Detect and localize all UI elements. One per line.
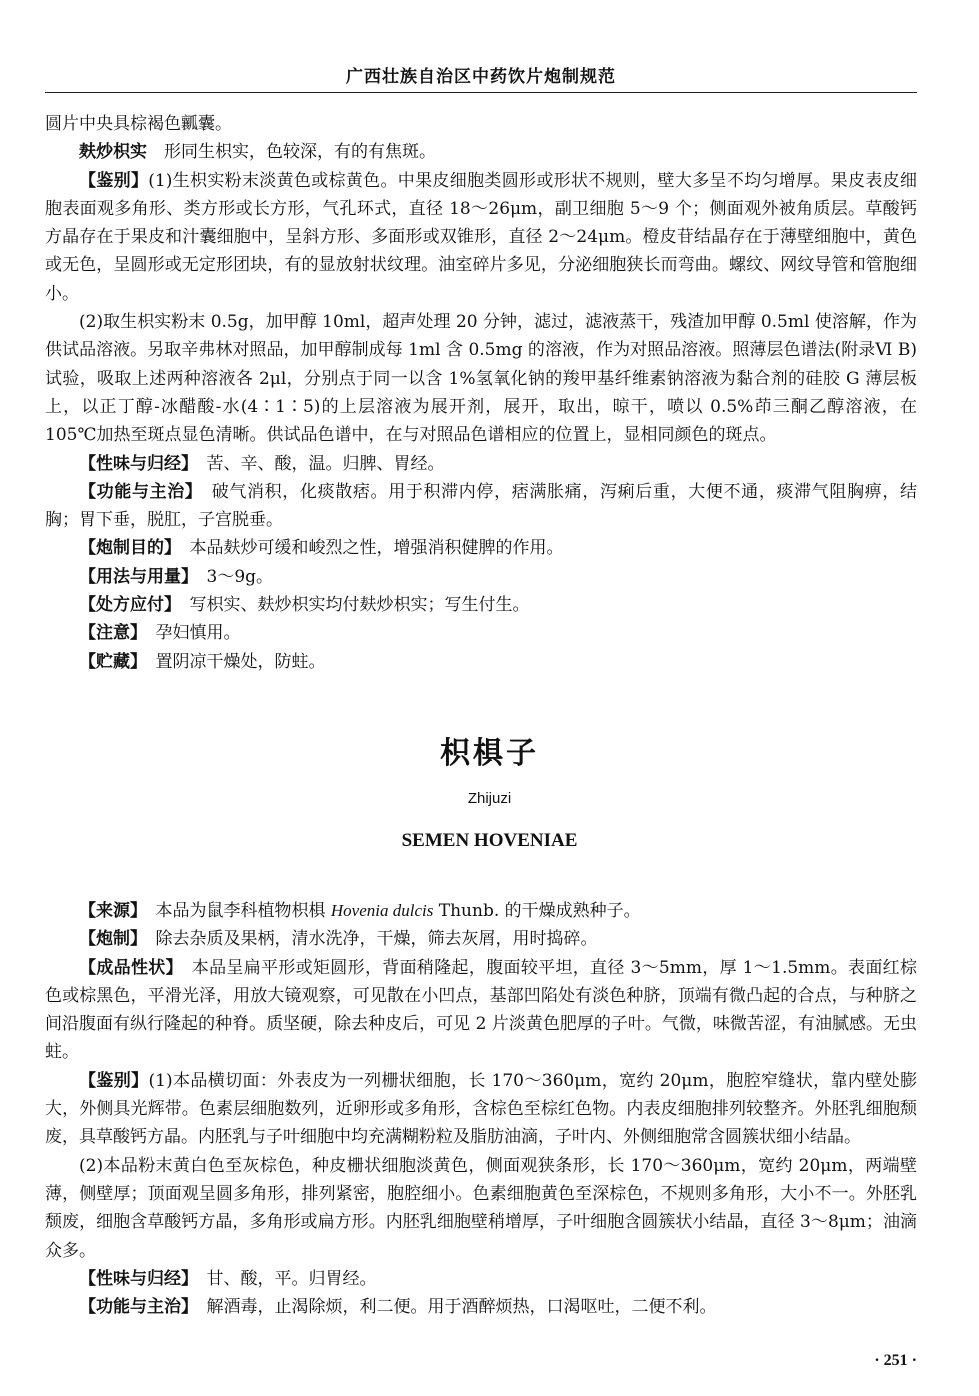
section-zhuyi xyxy=(45,619,917,647)
section-heading: 【来源】 xyxy=(79,901,139,921)
paragraph-text: 本品呈扁平形或矩圆形，背面稍隆起，腹面较平坦，直径 3～5mm，厚 1～1.5mm。表面红棕色或棕黑色，平滑光泽，用放大镜观察，可见散在小凹点，基部凹陷处有淡色种脐，顶端有微凸起的合点，与种脐之间沿腹面有纵行隆起的种脊。质坚硬，除去种皮后，可见 2 片淡黄色肥厚的子叶。气微，味微苦涩，有油腻感。无虫蛀。 xyxy=(45,957,917,1063)
header-rule xyxy=(45,92,917,93)
paragraph: 圆片中央具棕褐色瓤囊。 xyxy=(45,114,232,134)
top-section xyxy=(45,110,917,676)
entry-latin-name: SEMEN HOVENIAE xyxy=(401,830,578,851)
section-heading: 【鉴别】 xyxy=(79,170,149,191)
section-zhucang xyxy=(45,648,917,676)
section-laiyuan xyxy=(45,897,917,925)
paragraph-text: 形同生枳实，色较深，有的有焦斑。 xyxy=(164,142,436,163)
paragraph-text: (1)生枳实粉末淡黄色或棕黄色。中果皮细胞类圆形或形状不规则，壁大多呈不均匀增厚。果皮表皮细胞表面观多角形、类方形或长方形，气孔环式，直径 18～26μm，副卫细胞 5～9 个；侧面观外被角质层。草酸钙方晶存在于果皮和汁囊细胞中，呈斜方形、多面形或双锥形，直径 2～24μm。橙皮苷结晶存在于薄壁细胞中，黄色或无色，呈圆形或无定形团块，有的显放射状纹理。油室碎片多见，分泌细胞狭长而弯曲。螺纹、网纹导管和管胞细小。 xyxy=(45,170,917,304)
paragraph-text: 孕妇慎用。 xyxy=(155,623,241,644)
section-heading: 【用法与用量】 xyxy=(79,566,190,587)
section-xingwei xyxy=(45,450,917,478)
section-heading: 【成品性状】 xyxy=(79,957,175,978)
section-yongfa xyxy=(45,563,917,591)
entry-pinyin: Zhijuzi xyxy=(467,790,512,807)
subheading: 麸炒枳实 xyxy=(79,142,147,163)
section-heading: 【性味与归经】 xyxy=(79,453,190,474)
section-paozhi xyxy=(45,925,917,953)
section-gongneng xyxy=(45,1293,917,1321)
section-heading: 【性味与归经】 xyxy=(79,1268,190,1289)
running-header: 广西壮族自治区中药饮片炮制规范 xyxy=(346,67,616,87)
section-heading: 【鉴别】 xyxy=(79,1070,149,1091)
section-xingwei xyxy=(45,1265,917,1293)
section-xingzhuang xyxy=(45,954,917,1067)
paragraph: (2)取生枳实粉末 0.5g，加甲醇 10ml，超声处理 20 分钟，滤过，滤液蒸干，残渣加甲醇 0.5ml 使溶解，作为供试品溶液。另取辛弗林对照品，加甲醇制成每 1ml 含 0.5mg 的溶液，作为对照品溶液。照薄层色谱法(附录Ⅵ B)试验，吸取上述两种溶液各 2μl，分别点于同一以含 1%氢氧化钠的羧甲基纤维素钠溶液为黏合剂的硅胶 G 薄层板上，以正丁醇-冰醋酸-水(4∶1∶5)的上层溶液为展开剂，展开，取出，晾干，喷以 0.5%茚三酮乙醇溶液，在 105℃加热至斑点显色清晰。供试品色谱中，在与对照品色谱相应的位置上，显相同颜色的斑点。 xyxy=(45,312,917,446)
paragraph-text: 苦、辛、酸，温。归脾、胃经。 xyxy=(206,453,445,474)
section-heading: 【贮藏】 xyxy=(79,651,139,672)
paragraph-text: 写枳实、麸炒枳实均付麸炒枳实；写生付生。 xyxy=(189,595,530,616)
species-name: Hovenia dulcis xyxy=(330,901,434,920)
section-mudi xyxy=(45,534,917,562)
paragraph-text: 置阴凉干燥处，防蛀。 xyxy=(155,651,326,672)
paragraph-text: Thunb. 的干燥成熟种子。 xyxy=(438,901,641,921)
section-gongneng xyxy=(45,478,917,535)
entry-body xyxy=(45,897,917,1321)
paragraph-text: 解酒毒，止渴除烦，利二便。用于酒醉烦热，口渴呕吐，二便不利。 xyxy=(206,1297,717,1318)
section-heading: 【处方应付】 xyxy=(79,595,173,616)
paragraph-text: 除去杂质及果柄，清水洗净，干燥，筛去灰屑，用时捣碎。 xyxy=(155,929,598,950)
section-jianbie xyxy=(45,1067,917,1152)
paragraph-text: 本品为鼠李科植物枳椇 xyxy=(155,901,326,921)
section-heading: 【炮制】 xyxy=(79,929,139,950)
section-heading: 【炮制目的】 xyxy=(79,538,173,559)
paragraph-text: (1)本品横切面：外表皮为一列栅状细胞，长 170～360μm，宽约 20μm，胞腔窄缝状，靠内壁处膨大，外侧具光辉带。色素层细胞数列，近卵形或多角形，含棕色至棕红色物。内表皮细胞排列较整齐。外胚乳细胞颓废，具草酸钙方晶。内胚乳与子叶细胞中均充满糊粉粒及脂肪油滴，子叶内、外侧细胞常含圆簇状细小结晶。 xyxy=(45,1070,917,1148)
paragraph-text: 破气消积，化痰散痞。用于积滞内停，痞满胀痛，泻痢后重，大便不通，痰滞气阻胸痹，结胸；胃下垂，脱肛，子宫脱垂。 xyxy=(45,481,918,531)
paragraph-text: 3～9g。 xyxy=(206,566,274,587)
paragraph-text: 本品麸炒可缓和峻烈之性，增强消积健脾的作用。 xyxy=(189,538,564,559)
section-heading: 【功能与主治】 xyxy=(79,481,195,502)
page-number: · 251 · xyxy=(874,1352,917,1369)
entry-title: 枳椇子 xyxy=(440,736,539,771)
section-jianbie xyxy=(45,167,917,308)
paragraph: (2)本品粉末黄白色至灰棕色，种皮栅状细胞淡黄色，侧面观狭条形，长 170～360μm，宽约 20μm，两端壁薄，侧壁厚；顶面观呈圆多角形，排列紧密，胞腔细小。色素细胞黄色至深棕色，不规则多角形，大小不一。外胚乳颓废，细胞含草酸钙方晶，多角形或扁方形。内胚乳细胞壁稍增厚，子叶细胞含圆簇状小结晶，直径 3～8μm；油滴众多。 xyxy=(45,1155,917,1261)
section-heading: 【功能与主治】 xyxy=(79,1297,190,1318)
section-chufang xyxy=(45,591,917,619)
section-heading: 【注意】 xyxy=(79,623,139,644)
paragraph xyxy=(45,138,917,166)
paragraph-text: 甘、酸，平。归胃经。 xyxy=(206,1268,377,1289)
